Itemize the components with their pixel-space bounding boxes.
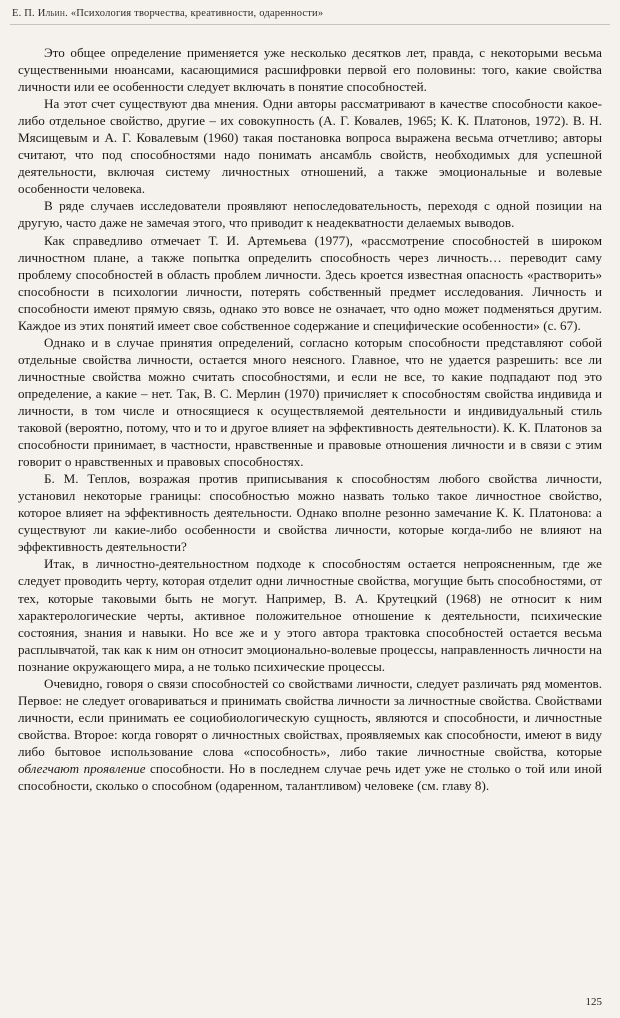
paragraph: Как справедливо отмечает Т. И. Артемьева (1977), «рассмотрение способностей в широком личностном плане, а также попытка определить способность через личность… переводит саму проблему способностей в область проблем личности. Здесь кроется известная опасность «растворить» способности в психологии личности, потерять собственный предмет исследования. Личность и способности имеют прямую связь, однако это вовсе не означает, что одно может подменяться другим. Каждое из этих понятий имеет свое собственное содержание и специфические особенности» (с. 67). [18,232,602,333]
page-number: 125 [585,996,602,1008]
paragraph: На этот счет существуют два мнения. Одни авторы рассматривают в качестве способности какое-либо отдельное свойство, другие – их совокупность (А. Г. Ковалев, 1965; К. К. Платонов, 1972). В. Н. Мясищевым и А. Г. Ковалевым (1960) такая постановка вопроса выражена весьма отчетливо; авторы считают, что под способностями надо понимать ансамбль свойств, необходимых для успешной деятельности, включая систему личностных отношений, а также эмоциональные и волевые особенности человека. [18,96,602,197]
paragraph: В ряде случаев исследователи проявляют непоследовательность, переходя с одной позиции на другую, часто даже не замечая этого, что приводит к неадекватности делаемых выводов. [18,198,602,231]
running-head-author: Е. П. Ильин. [12,8,68,19]
paragraph: Итак, в личностно-деятельностном подходе к способностям остается непроясненным, где же следует проводить черту, которая отделит одни личностные свойства, могущие быть способностями, от тех, которые таковыми быть не могут. Например, В. А. Крутецкий (1968) не относит к ним характерологические черты, активное положительное отношение к деятельности, психические состояния, знания и навыки. Но все же и у этого автора трактовка способностей остается весьма расплывчатой, так как к ним он относит эмоционально-волевые процессы, направленность личности на познание окружающего мира, а не только психические процессы. [18,556,602,674]
paragraph: Однако и в случае принятия определений, согласно которым способности представляют собой отдельные свойства личности, остается много неясного. Главное, что не удается разрешить: все ли личностные свойства можно считать способностями, и если не все, то какие подпадают под это определение, а какие – нет. Так, В. С. Мерлин (1970) причисляет к способностям свойства индивида и личности, в том числе и относящиеся к осуществляемой деятельности и индивидуальный стиль таковой (вероятно, потому, что и то и другое влияет на эффективность деятельности). К. К. Платонов за способности принимает, в частности, нравственные и правовые отношения личности и в связи с этим говорит о нравственных и правовых способностях. [18,334,602,470]
paragraph: Это общее определение применяется уже несколько десятков лет, правда, с некоторыми весьма существенными нюансами, касающимися расшифровки первой его половины: того, какие свойства личности или ее особенности следует включать в понятие способностей. [18,45,602,95]
paragraph: Очевидно, говоря о связи способностей со свойствами личности, следует различать ряд моментов. Первое: не следует оговариваться и принимать свойства личности за личностные свойства. Свойствами личности, если принимать ее социобиологическую сущность, являются и способности, и личностные свойства. Второе: когда говорят о личностных свойствах, проявляемых как способности, имеют в виду либо бытовое использование слова «способность», либо такие личностные свойства, которые облегчают проявление способности. Но в последнем случае речь идет уже не столько о той или иной способности, сколько о способном (одаренном, талантливом) человеке (см. главу 8). [18,675,602,794]
body-text [18,44,602,978]
paragraph: Б. М. Теплов, возражая против приписывания к способностям любого свойства личности, установил некоторые границы: способностью можно назвать только такое личностное свойство, которое влияет на эффективность деятельности. Однако вполне резонно замечание К. К. Платонова: а существуют ли какие-либо особенности и свойства личности, которые когда-либо не влияют на эффективность деятельности? [18,471,602,555]
running-head-title: «Психология творчества, креативности, одаренности» [70,8,324,19]
header-divider [10,24,610,25]
running-head [12,8,608,19]
